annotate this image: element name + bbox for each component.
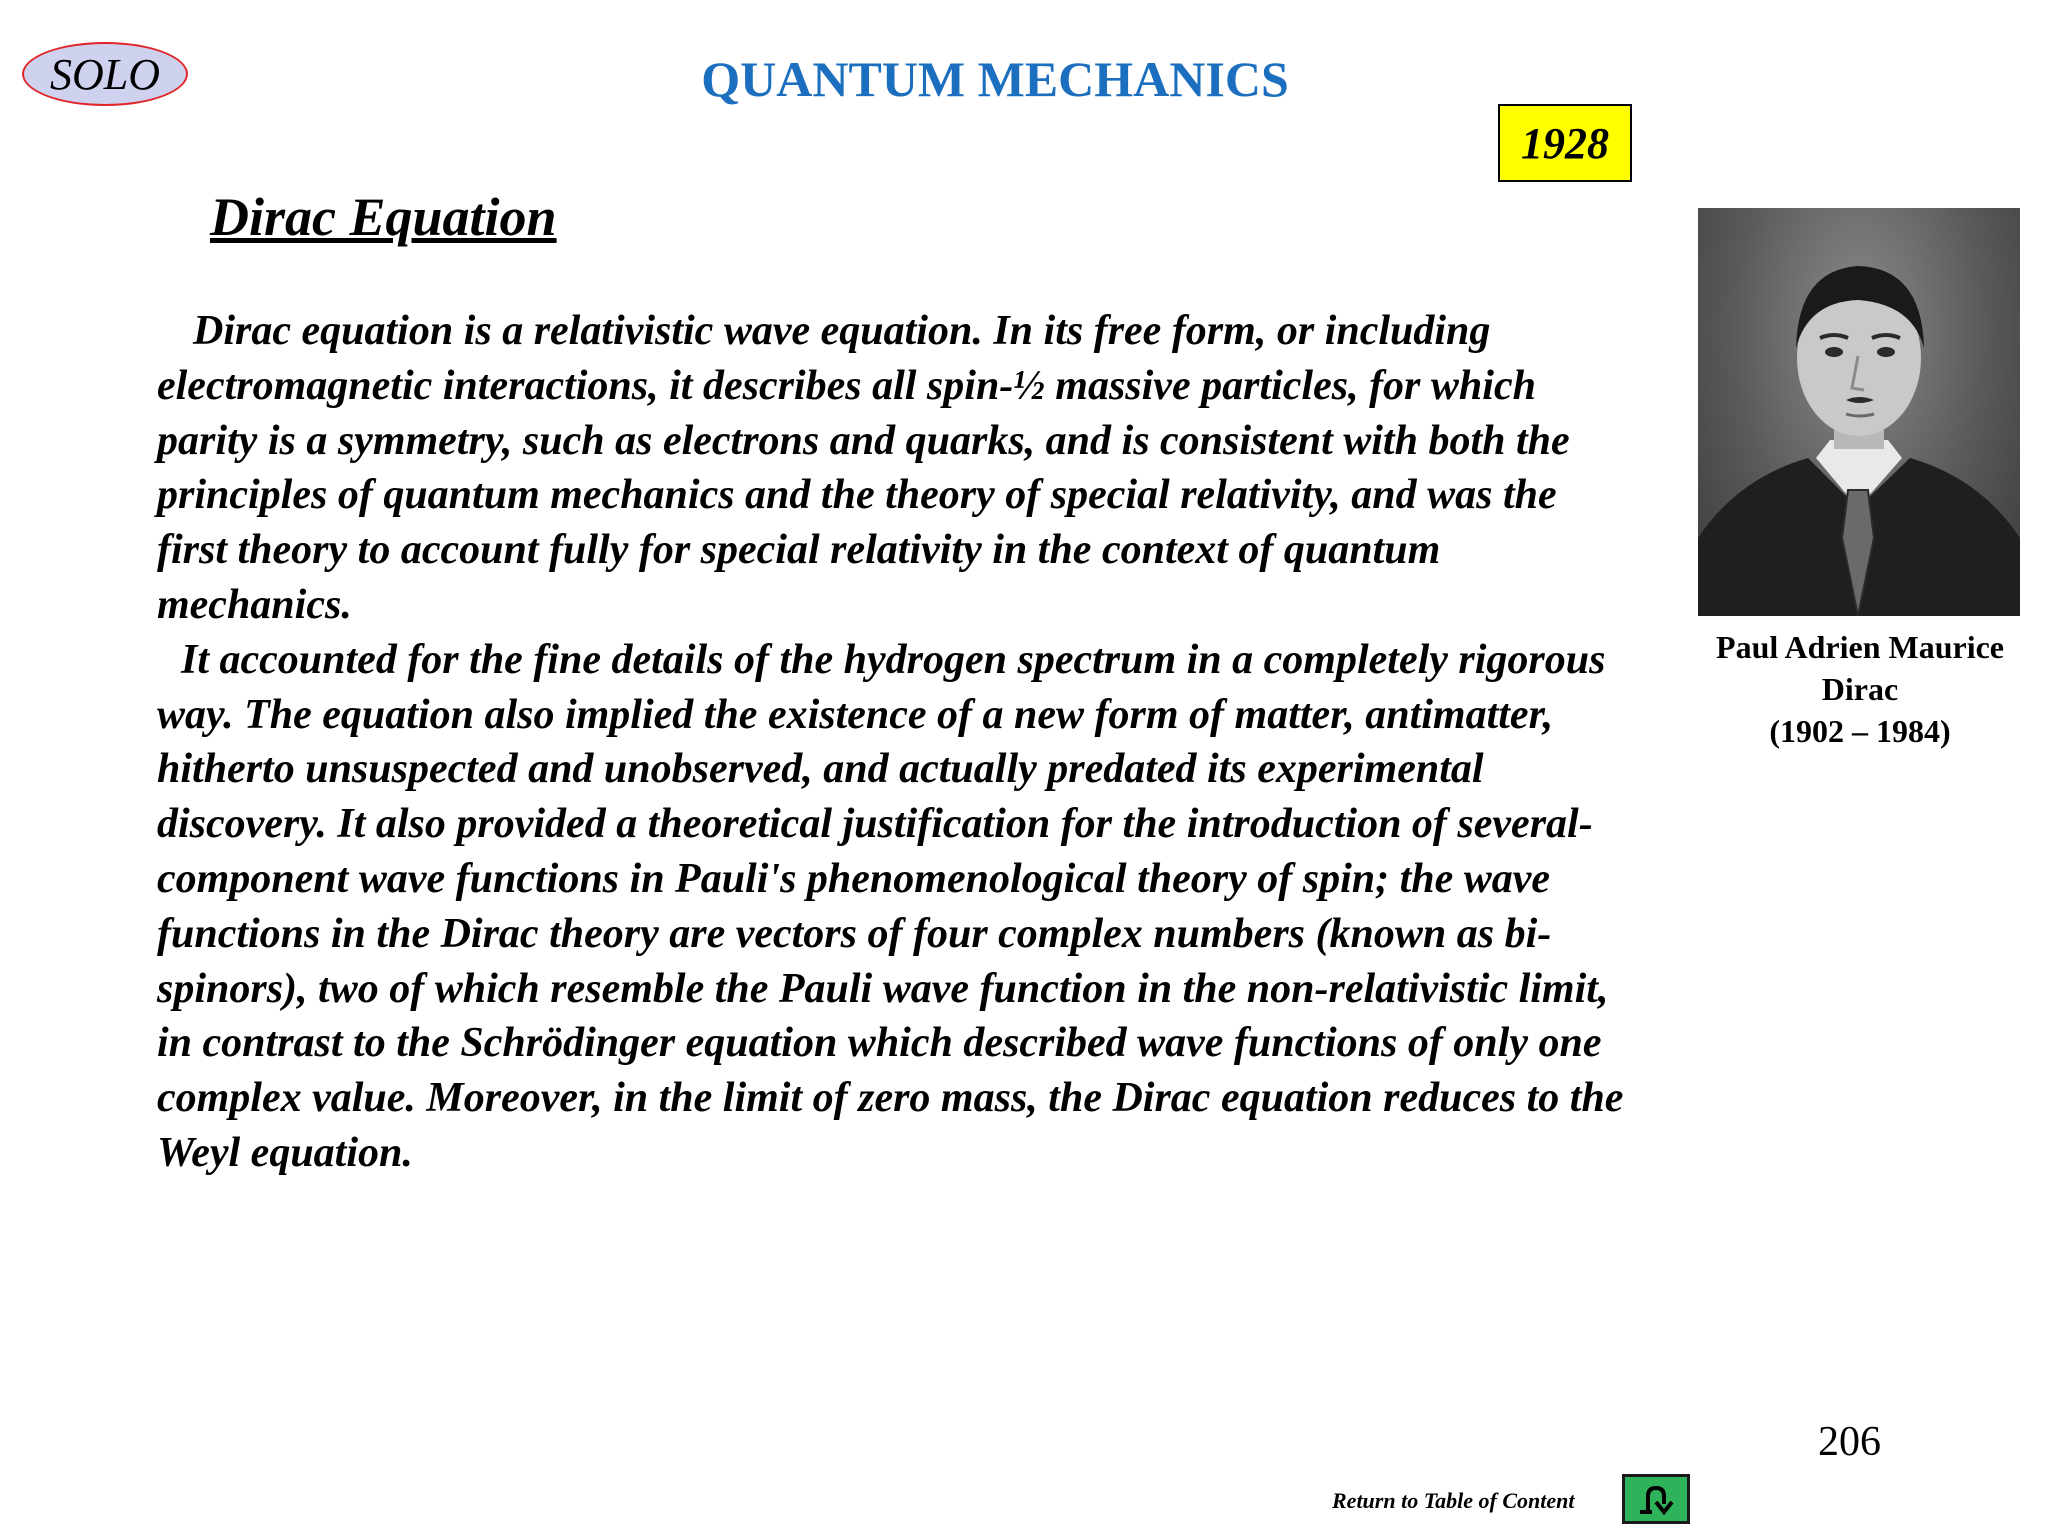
section-title: Dirac Equation bbox=[210, 187, 557, 247]
caption-dates-line: (1902 – 1984) bbox=[1769, 713, 1951, 749]
page-number: 206 bbox=[1818, 1419, 1881, 1465]
return-arrow-icon bbox=[1636, 1482, 1676, 1516]
caption-surname-line: Dirac bbox=[1821, 671, 1899, 707]
page-title: QUANTUM MECHANICS bbox=[701, 51, 1289, 107]
year-badge bbox=[1498, 104, 1632, 182]
body-paragraph: Dirac equation is a relativistic wave equation. In its free form, or including electromagnetic interactions, it describes all spin-½ massive particles, for which parity is a symmetry, such as electrons and quarks, and is consistent with both the principles of quantum mechanics and the theory of special relativity, and was the first theory to account fully for special relativity in the context of quantum mechanics. bbox=[157, 308, 1570, 628]
body-paragraph: It accounted for the fine details of the hydrogen spectrum in a completely rigorous way. The equation also implied the existence of a new form of matter, antimatter, hitherto unsuspected and unobserved, and actually predated its experimental discovery. It also provided a theoretical justification for the introduction of several-component wave functions in Pauli's phenomenological theory of spin; the wave functions in the Dirac theory are vectors of four complex numbers (known as bi-spinors), two of which resemble the Pauli wave function in the non-relativistic limit, in contrast to the Schrödinger equation which described wave functions of only one complex value. Moreover, in the limit of zero mass, the Dirac equation reduces to the Weyl equation. bbox=[157, 636, 1624, 1176]
portrait-photo bbox=[1698, 208, 2020, 616]
portrait-caption bbox=[1690, 626, 2030, 752]
portrait-image bbox=[1698, 208, 2020, 616]
body-text bbox=[157, 304, 1627, 1181]
caption-name-line: Paul Adrien Maurice bbox=[1716, 629, 2004, 665]
return-button[interactable] bbox=[1622, 1474, 1690, 1524]
year-label: 1928 bbox=[1521, 118, 1609, 168]
return-to-toc-link[interactable]: Return to Table of Content bbox=[1332, 1488, 1575, 1513]
solo-badge-label: SOLO bbox=[49, 49, 161, 99]
